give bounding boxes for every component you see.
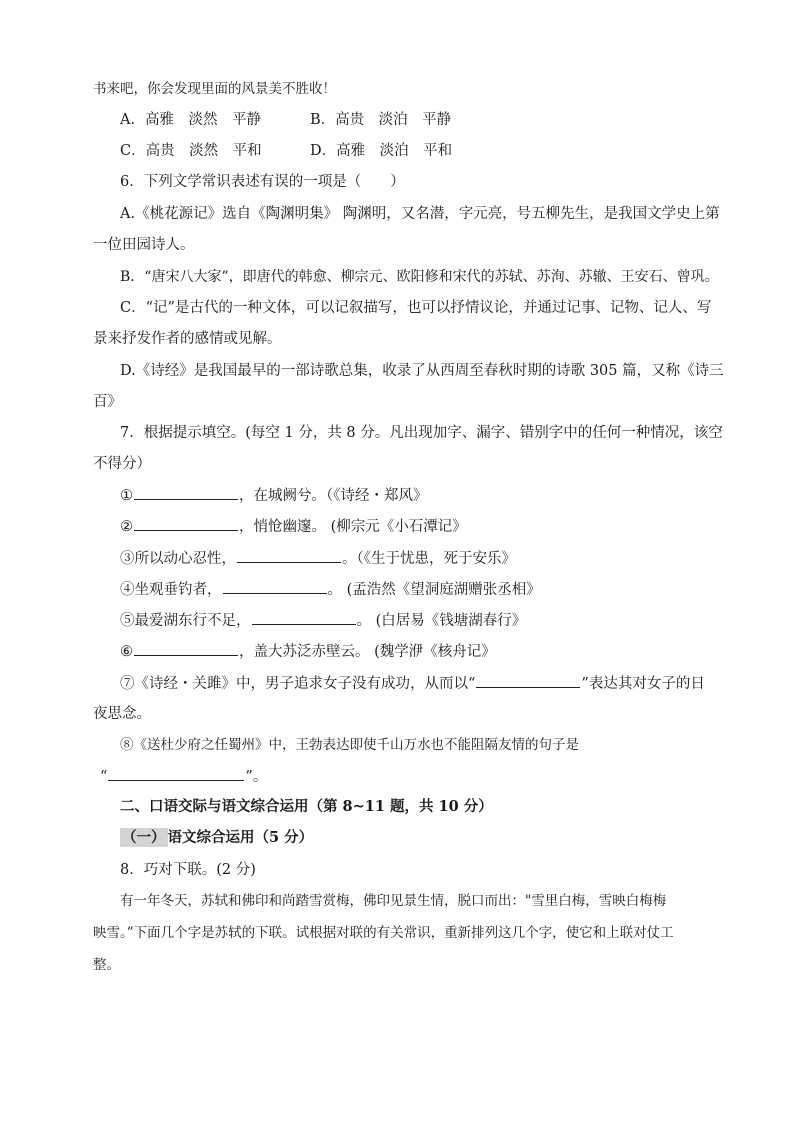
q5-option-b: B．高贵 淡泊 平静 (310, 112, 452, 128)
q6-option-c-line1: C．“记”是古代的一种文体，可以记叙描写，也可以抒情议论，并通过记事、记物、记人、写 (120, 300, 712, 316)
answer-blank[interactable] (252, 610, 356, 625)
q8-paragraph-line2: 映雪。”下面几个字是苏轼的下联。试根据对联的有关常识，重新排列这几个字，使它和上联对仗工 (93, 925, 674, 941)
item-before-text: 所以动心忍性， (134, 551, 236, 567)
answer-blank[interactable] (134, 516, 238, 531)
subsection-title: 语文综合运用（5 分） (167, 829, 314, 846)
q8-stem: 8．巧对下联。(2 分) (120, 862, 256, 878)
q6-option-d-line1: D.《诗经》是我国最早的一部诗歌总集，收录了从西周至春秋时期的诗歌 305 篇，又称《诗三 (120, 363, 724, 379)
subsection-tag: （一） (122, 829, 166, 846)
q7-item-1 (120, 485, 428, 506)
answer-blank[interactable] (134, 485, 238, 500)
q7-item-3 (120, 548, 516, 569)
q7-item-7-line2: 夜思念。 (93, 706, 151, 722)
answer-blank[interactable] (134, 641, 238, 656)
close-quote: ”。 (245, 769, 268, 785)
q5-option-d: D．高雅 淡泊 平和 (310, 143, 453, 159)
q7-item-6 (120, 641, 496, 662)
q7-item-5 (120, 610, 526, 631)
item-after-text: 。 (孟浩然《望洞庭湖赠张丞相》 (327, 582, 541, 598)
q7-stem-line1: 7．根据提示填空。(每空 1 分，共 8 分。凡出现加字、漏字、错别字中的任何一种情况，该空 (120, 425, 723, 441)
q5-option-c: C．高贵 淡然 平和 (120, 143, 262, 159)
item-after-text: ，在城阙兮。（《诗经・郑风》 (239, 488, 428, 504)
item-before-text: 坐观垂钓者， (134, 582, 222, 598)
item7-before-text: ⑦《诗经・关雎》中，男子追求女子没有成功，从而以“ (120, 676, 476, 692)
item-number: ⑤ (120, 613, 135, 629)
section2-title: 二、口语交际与语文综合运用（第 8~11 题，共 10 分） (120, 798, 493, 815)
item-after-text: ，盖大苏泛赤壁云。 (魏学洢《核舟记》 (239, 644, 496, 660)
q7-stem-line2: 不得分） (93, 456, 151, 472)
answer-blank[interactable] (476, 673, 580, 688)
item-number: ④ (120, 582, 135, 598)
q6-stem: 6．下列文学常识表述有误的一项是（ ） (120, 174, 405, 190)
q8-paragraph-line1: 有一年冬天，苏轼和佛印和尚踏雪赏梅，佛印见景生情，脱口而出："雪里白梅，雪映白梅梅 (120, 893, 667, 909)
q7-item-8-line1: ⑧《送杜少府之任蜀州》中，王勃表达即使千山万水也不能阻隔友情的句子是 (120, 737, 579, 753)
item-after-text: ，悄怆幽邃。 (柳宗元《小石潭记》 (239, 519, 467, 535)
item-after-text: 。（《生于忧患，死于安乐》 (342, 551, 516, 567)
answer-blank[interactable] (223, 579, 327, 594)
q6-option-a-line1: A.《桃花源记》选自《陶渊明集》 陶渊明，又名潜，字元亮，号五柳先生，是我国文学史上第 (120, 206, 720, 222)
answer-blank[interactable] (108, 766, 244, 781)
section2-subsection-heading (120, 828, 313, 848)
q7-item-4 (120, 579, 541, 600)
item-number: ② (120, 519, 133, 535)
q6-option-a-line2: 一位田园诗人。 (93, 237, 195, 253)
intro-tail-text: 书来吧，你会发现里面的风景美不胜收！ (93, 81, 336, 97)
q7-item-8-line2 (100, 766, 267, 787)
q7-item-2 (120, 516, 467, 537)
q5-option-a: A．高雅 淡然 平静 (120, 112, 261, 128)
item-after-text: 。 (白居易《钱塘湖春行》 (356, 613, 527, 629)
q7-item-7 (120, 673, 705, 694)
q6-option-b: B．“唐宋八大家”，即唐代的韩愈、柳宗元、欧阳修和宋代的苏轼、苏洵、苏辙、王安石、曾巩。 (120, 269, 719, 285)
item7-after-text: ”表达其对女子的日 (581, 676, 705, 692)
item-number: ③ (120, 551, 135, 567)
q6-option-c-line2: 景来抒发作者的感情或见解。 (93, 331, 282, 347)
q8-paragraph-line3: 整。 (93, 957, 120, 973)
open-quote: “ (100, 769, 108, 785)
item-number: ① (120, 488, 133, 504)
item-before-text: 最爱湖东行不足， (134, 613, 251, 629)
item-number: ⑥ (120, 644, 133, 660)
answer-blank[interactable] (237, 548, 341, 563)
q6-option-d-line2: 百》 (93, 394, 122, 410)
